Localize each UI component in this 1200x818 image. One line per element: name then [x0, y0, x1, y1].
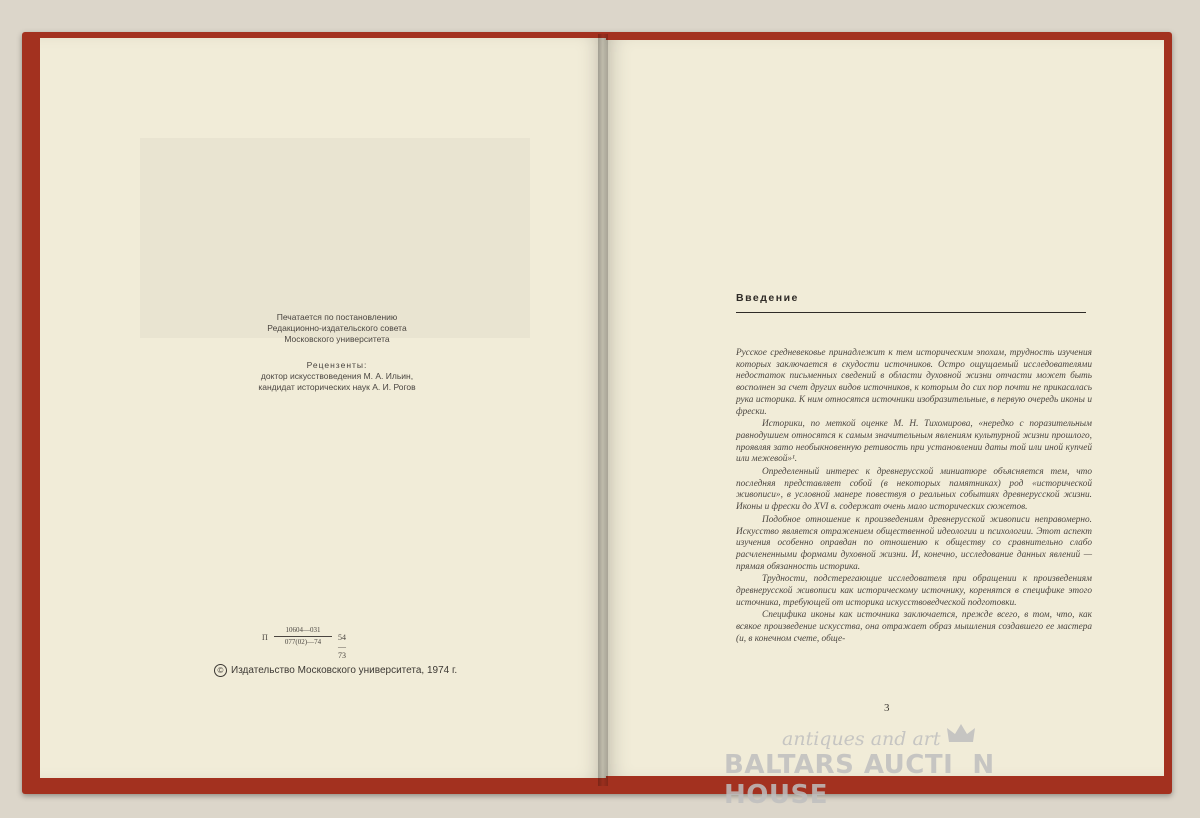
- code-numerator: 10604—031: [285, 626, 321, 634]
- paragraph: Трудности, подстерегающие исследователя при обращении к произведениям древнерусской живописи как историческому источнику, коренятся в специфике этого источника, требующей от историка искусствоведческой подготовки.: [736, 574, 1092, 608]
- reviewers-block: [212, 360, 462, 393]
- code-fraction: [274, 626, 332, 647]
- paragraph: Подобное отношение к произведениям древнерусской живописи неправомерно. Искусство является отражением общественной идеологии и психологии. Этот аспект изучения особенно оправдан по отношению к обществу со сравнительно слабо расчлененными формами духовной жизни. И, конечно, исследование данных явлений — прямая обязанность историка.: [736, 514, 1092, 572]
- paragraph: Определенный интерес к древнерусской миниатюре объясняется тем, что последняя представляет собой (в некоторых памятниках) род «исторической живописи», в условной манере повествуя о реальных событиях древнерусской жизни. Иконы и фрески до XVI в. содержат очень мало исторических сюжетов.: [736, 467, 1092, 513]
- book-spine: [598, 34, 608, 786]
- publication-note: [212, 312, 462, 345]
- watermark-line-1: antiques and art: [782, 728, 941, 750]
- page-number: 3: [884, 702, 890, 714]
- paragraph: Специфика иконы как источника заключается, прежде всего, в том, что, как всякое произведение искусства, она отражает образ мышления создавшего ее мастера (и, в конечном счете, обще-: [736, 610, 1092, 644]
- publication-note-line: Печатается по постановлению: [276, 312, 398, 322]
- copyright-icon: ©: [214, 664, 227, 677]
- crown-icon: [946, 722, 976, 746]
- paragraph: Историки, по меткой оценке М. Н. Тихомирова, «нередко с поразительным равнодушием относятся к самым значительным явлениям культурной жизни прошлого, проявляя зато необыкновенную ретивость при установлении даты той или иной купчей или межевой»¹.: [736, 419, 1092, 465]
- paragraph: Русское средневековье принадлежит к тем историческим эпохам, трудность изучения которых заключается в скудости источников. Остро ощущаемый исследователями недостаток письменных сведений в области духовной жизни отчасти может быть восполнен за счет других видов источников, к которым до сих пор почти не прикасалась рука историка. К ним относятся источники изобразительные, в первую очередь иконы и фрески.: [736, 348, 1092, 417]
- publication-note-line: Московского университета: [284, 334, 390, 344]
- reviewer-line: доктор искусствоведения М. А. Ильин,: [260, 371, 414, 381]
- copyright-line: [214, 664, 457, 677]
- code-denominator: 077(02)—74: [284, 638, 322, 646]
- reviewer-line: кандидат исторических наук А. И. Рогов: [258, 382, 416, 392]
- code-suffix: 54—73: [338, 633, 346, 660]
- code-prefix: П: [262, 633, 268, 642]
- publication-note-line: Редакционно-издательского совета: [267, 323, 407, 333]
- chapter-heading: Введение: [736, 292, 1086, 313]
- reviewers-title: Рецензенты:: [306, 360, 368, 370]
- show-through-title: [140, 138, 530, 338]
- watermark-line-2: BALTARS AUCTI N HOUSE: [724, 750, 995, 810]
- body-text: [736, 348, 1092, 647]
- copyright-text: Издательство Московского университета, 1974 г.: [231, 665, 458, 676]
